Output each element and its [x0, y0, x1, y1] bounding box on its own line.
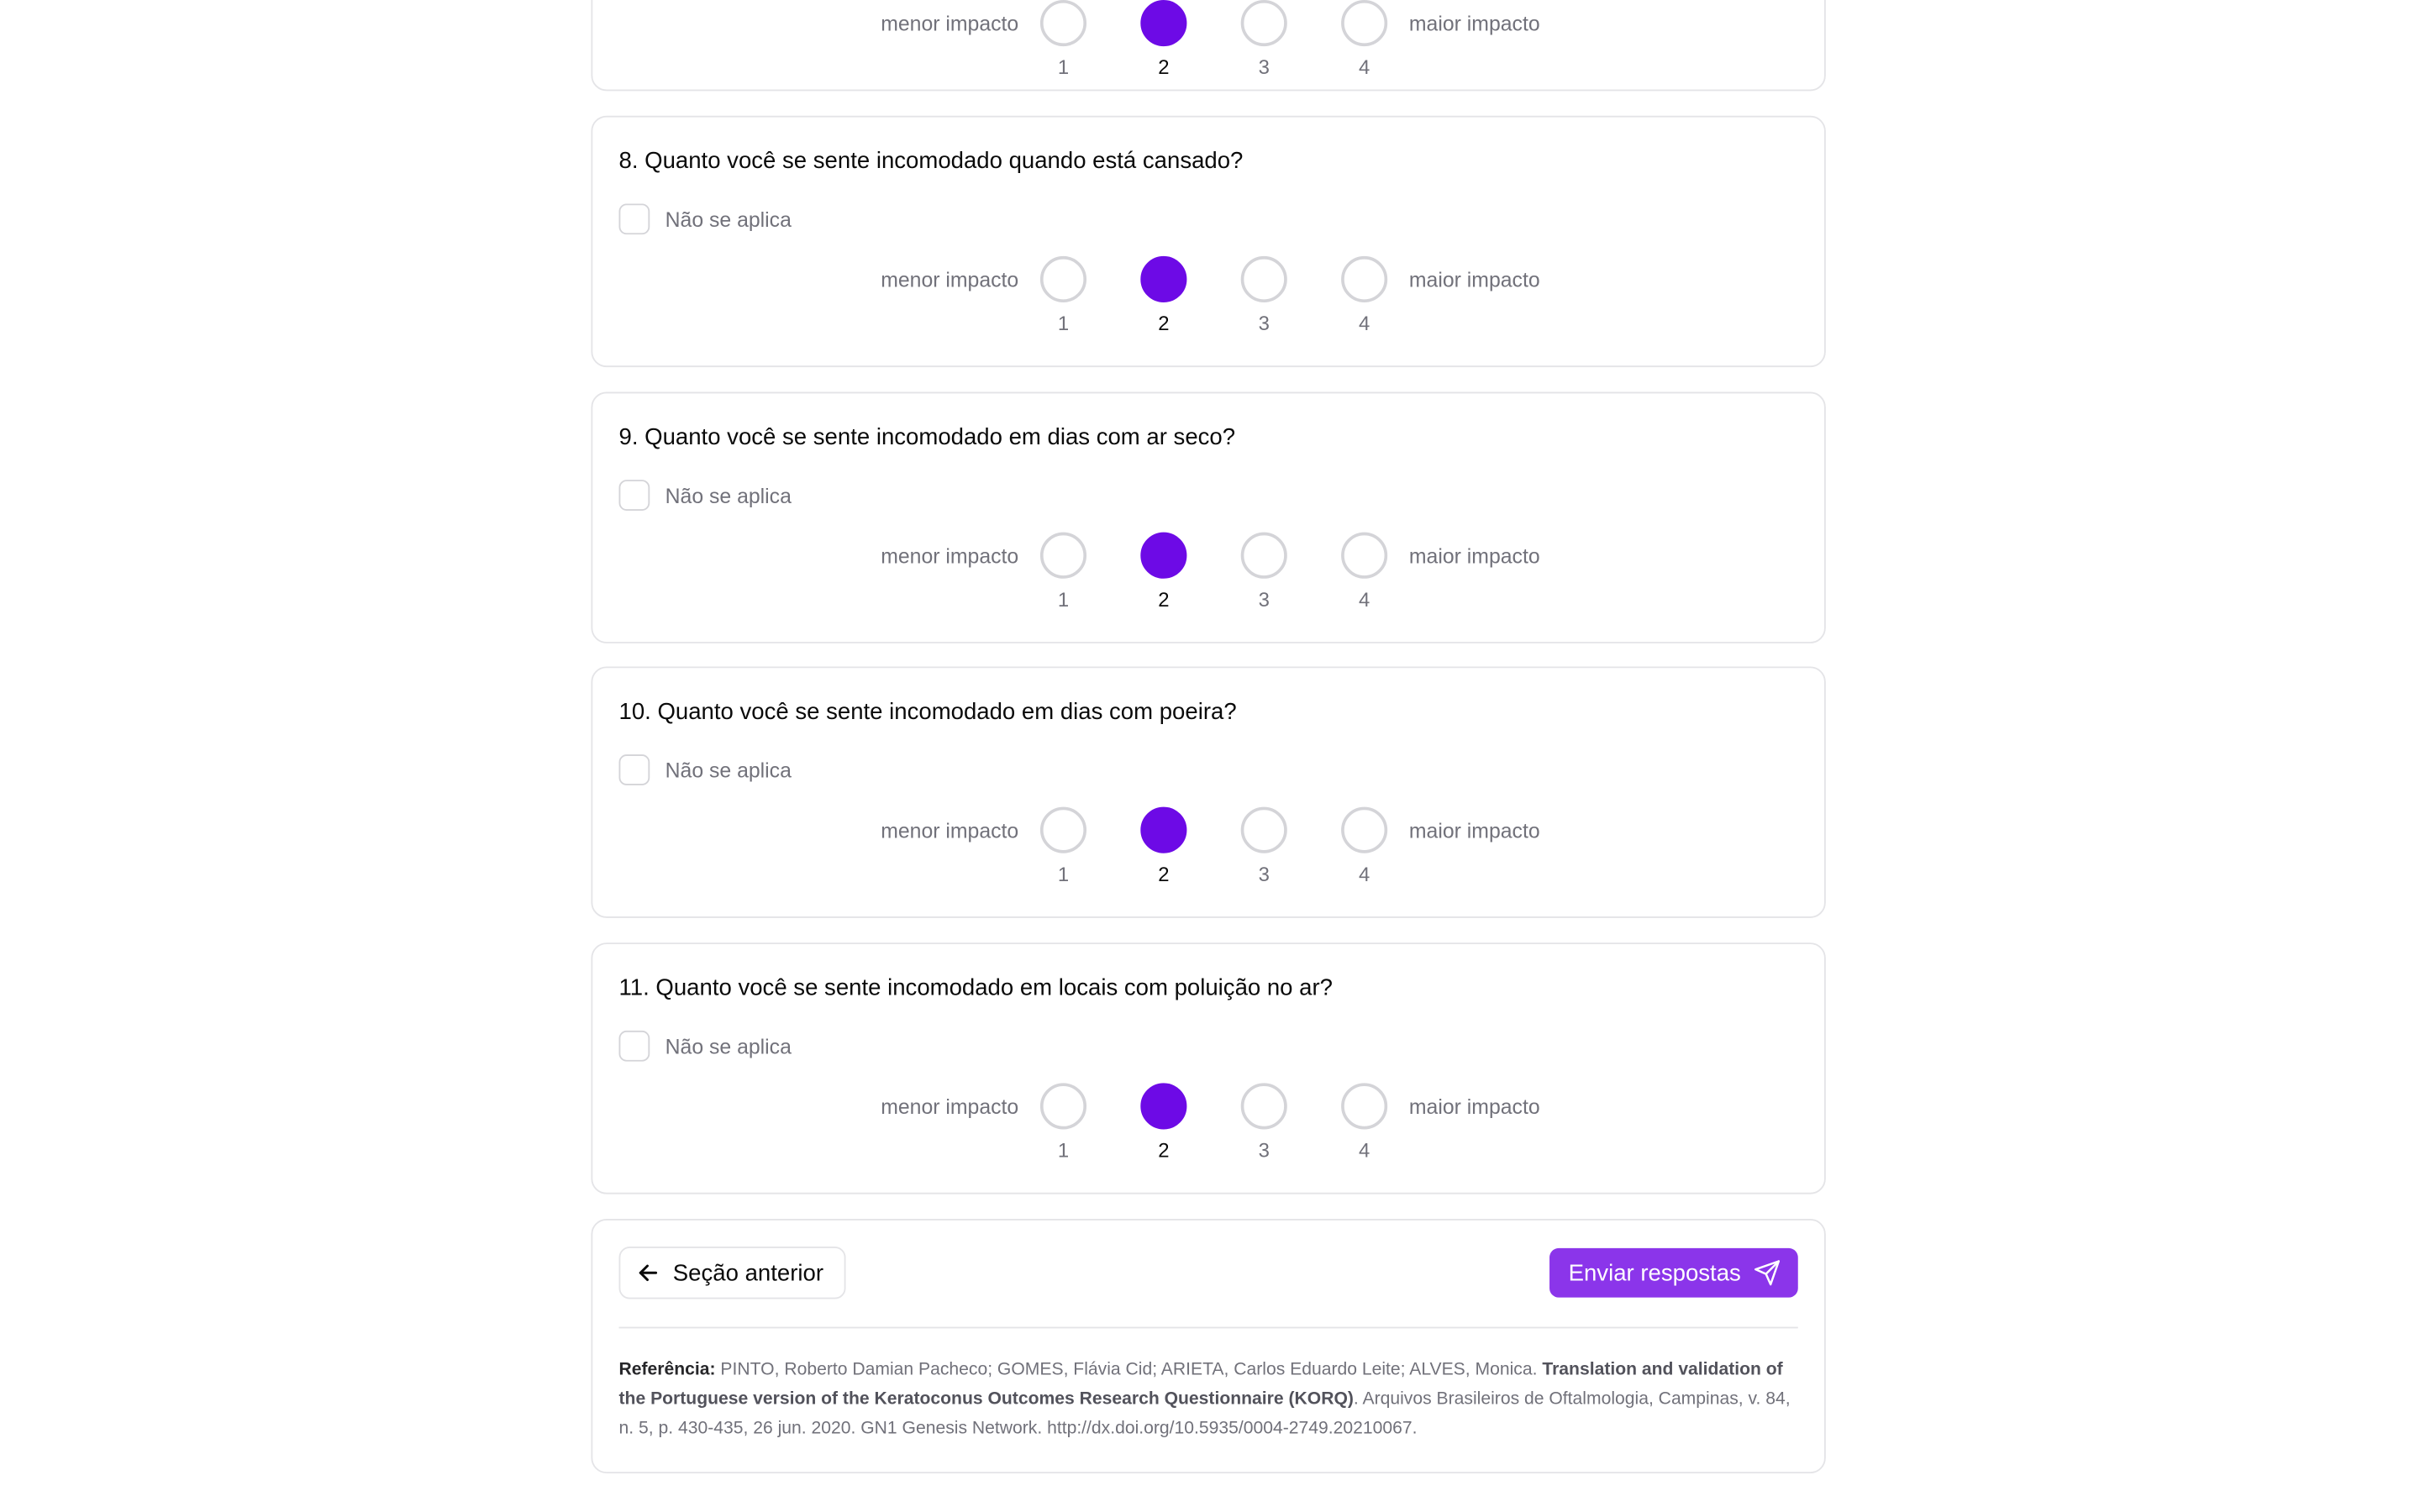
option-number: 3	[1258, 862, 1270, 886]
not-applicable-checkbox[interactable]	[619, 1031, 650, 1062]
option-number: 3	[1258, 1138, 1270, 1163]
send-icon	[1753, 1259, 1781, 1287]
scale-max-label: maior impacto	[1408, 1095, 1540, 1119]
question-card-10	[591, 666, 1825, 917]
option-number: 4	[1358, 587, 1370, 612]
rating-scale	[592, 0, 1827, 77]
radio-circle-selected[interactable]	[1140, 1083, 1186, 1129]
radio-circle[interactable]	[1341, 0, 1387, 46]
scale-max-label: maior impacto	[1408, 819, 1540, 843]
not-applicable-label: Não se aplica	[665, 207, 792, 231]
rating-option-2[interactable]	[1139, 807, 1188, 886]
previous-section-label: Seção anterior	[672, 1259, 823, 1286]
radio-circle-selected[interactable]	[1140, 807, 1186, 853]
arrow-left-icon	[636, 1261, 660, 1285]
rating-option-4[interactable]	[1339, 1083, 1389, 1162]
question-title: 8. Quanto você se sente incomodado quando está cansado?	[618, 148, 1244, 175]
not-applicable-checkbox[interactable]	[619, 754, 650, 785]
rating-scale	[592, 256, 1827, 333]
rating-option-4[interactable]	[1339, 256, 1389, 335]
scale-min-label: menor impacto	[881, 819, 1019, 843]
option-number: 4	[1358, 55, 1370, 79]
option-number: 1	[1057, 1138, 1070, 1163]
option-number: 2	[1158, 587, 1170, 612]
rating-option-1[interactable]	[1039, 0, 1088, 79]
radio-circle-selected[interactable]	[1140, 0, 1186, 46]
rating-option-1[interactable]	[1039, 807, 1088, 886]
reference-title: Translation and validation of the Portuguese version of the Keratoconus Outcomes Research Questionnaire (KORQ)	[618, 1360, 1783, 1409]
rating-option-3[interactable]	[1239, 256, 1289, 335]
rating-option-3[interactable]	[1239, 1083, 1289, 1162]
reference-text	[619, 1356, 1794, 1444]
radio-circle[interactable]	[1341, 1083, 1387, 1129]
scale-min-label: menor impacto	[881, 544, 1019, 568]
option-number: 3	[1258, 587, 1270, 612]
rating-option-1[interactable]	[1039, 256, 1088, 335]
rating-option-2[interactable]	[1139, 0, 1188, 79]
radio-circle[interactable]	[1341, 533, 1387, 579]
rating-option-3[interactable]	[1239, 533, 1289, 612]
option-number: 1	[1057, 312, 1070, 335]
rating-option-2[interactable]	[1139, 256, 1188, 335]
reference-authors: PINTO, Roberto Damian Pacheco; GOMES, Flávia Cid; ARIETA, Carlos Eduardo Leite; ALVES, Monica.	[715, 1360, 1543, 1380]
scale-max-label: maior impacto	[1408, 268, 1540, 292]
rating-option-2[interactable]	[1139, 533, 1188, 612]
question-card-8	[591, 116, 1825, 367]
rating-option-4[interactable]	[1339, 0, 1389, 79]
scale-min-label: menor impacto	[881, 12, 1019, 36]
option-number: 4	[1358, 312, 1370, 335]
option-number: 1	[1057, 587, 1070, 612]
not-applicable-option[interactable]	[619, 754, 792, 785]
radio-circle-selected[interactable]	[1140, 533, 1186, 579]
scale-max-label: maior impacto	[1408, 544, 1540, 568]
radio-circle[interactable]	[1040, 256, 1086, 302]
question-card-9	[591, 392, 1825, 643]
option-number: 1	[1057, 862, 1070, 886]
radio-circle[interactable]	[1341, 256, 1387, 302]
question-title: 11. Quanto você se sente incomodado em locais com poluição no ar?	[618, 974, 1333, 1002]
option-number: 4	[1358, 862, 1370, 886]
not-applicable-option[interactable]	[619, 1031, 792, 1062]
not-applicable-checkbox[interactable]	[619, 203, 650, 234]
rating-option-2[interactable]	[1139, 1083, 1188, 1162]
rating-option-4[interactable]	[1339, 533, 1389, 612]
rating-scale	[592, 807, 1827, 885]
question-card-7	[591, 0, 1825, 91]
form-footer-card	[591, 1219, 1825, 1473]
scale-max-label: maior impacto	[1408, 12, 1540, 36]
rating-option-3[interactable]	[1239, 807, 1289, 886]
option-number: 3	[1258, 55, 1270, 79]
radio-circle[interactable]	[1040, 807, 1086, 853]
option-number: 2	[1158, 1138, 1170, 1163]
rating-option-1[interactable]	[1039, 1083, 1088, 1162]
radio-circle[interactable]	[1241, 1083, 1287, 1129]
radio-circle[interactable]	[1241, 256, 1287, 302]
radio-circle[interactable]	[1040, 1083, 1086, 1129]
radio-circle[interactable]	[1341, 807, 1387, 853]
radio-circle-selected[interactable]	[1140, 256, 1186, 302]
question-title: 9. Quanto você se sente incomodado em dias com ar seco?	[618, 424, 1236, 451]
option-number: 3	[1258, 312, 1270, 335]
radio-circle[interactable]	[1241, 533, 1287, 579]
option-number: 2	[1158, 862, 1170, 886]
footer-divider	[619, 1327, 1798, 1329]
option-number: 4	[1358, 1138, 1370, 1163]
not-applicable-label: Não se aplica	[665, 483, 792, 507]
previous-section-button[interactable]	[619, 1247, 845, 1299]
rating-option-1[interactable]	[1039, 533, 1088, 612]
rating-scale	[592, 533, 1827, 610]
scale-min-label: menor impacto	[881, 1095, 1019, 1119]
submit-answers-label: Enviar respostas	[1568, 1259, 1741, 1286]
not-applicable-label: Não se aplica	[665, 1034, 792, 1058]
radio-circle[interactable]	[1040, 533, 1086, 579]
scale-min-label: menor impacto	[881, 268, 1019, 292]
option-number: 1	[1057, 55, 1070, 79]
radio-circle[interactable]	[1040, 0, 1086, 46]
rating-option-4[interactable]	[1339, 807, 1389, 886]
option-number: 2	[1158, 55, 1170, 79]
reference-details: . Arquivos Brasileiros de Oftalmologia, Campinas, v. 84, n. 5, p. 430-435, 26 jun. 2020. GN1 Genesis Network. http://dx.doi.org/10.5935/0004-2749.20210067.	[618, 1389, 1791, 1438]
question-card-11	[591, 942, 1825, 1194]
radio-circle[interactable]	[1241, 807, 1287, 853]
not-applicable-option[interactable]	[619, 203, 792, 234]
question-title: 10. Quanto você se sente incomodado em dias com poeira?	[618, 699, 1237, 726]
not-applicable-option[interactable]	[619, 480, 792, 511]
rating-option-3[interactable]	[1239, 0, 1289, 79]
radio-circle[interactable]	[1241, 0, 1287, 46]
not-applicable-label: Não se aplica	[665, 758, 792, 782]
submit-answers-button[interactable]	[1550, 1248, 1798, 1298]
option-number: 2	[1158, 312, 1170, 335]
reference-label: Referência:	[618, 1360, 716, 1380]
not-applicable-checkbox[interactable]	[619, 480, 650, 511]
rating-scale	[592, 1083, 1827, 1163]
